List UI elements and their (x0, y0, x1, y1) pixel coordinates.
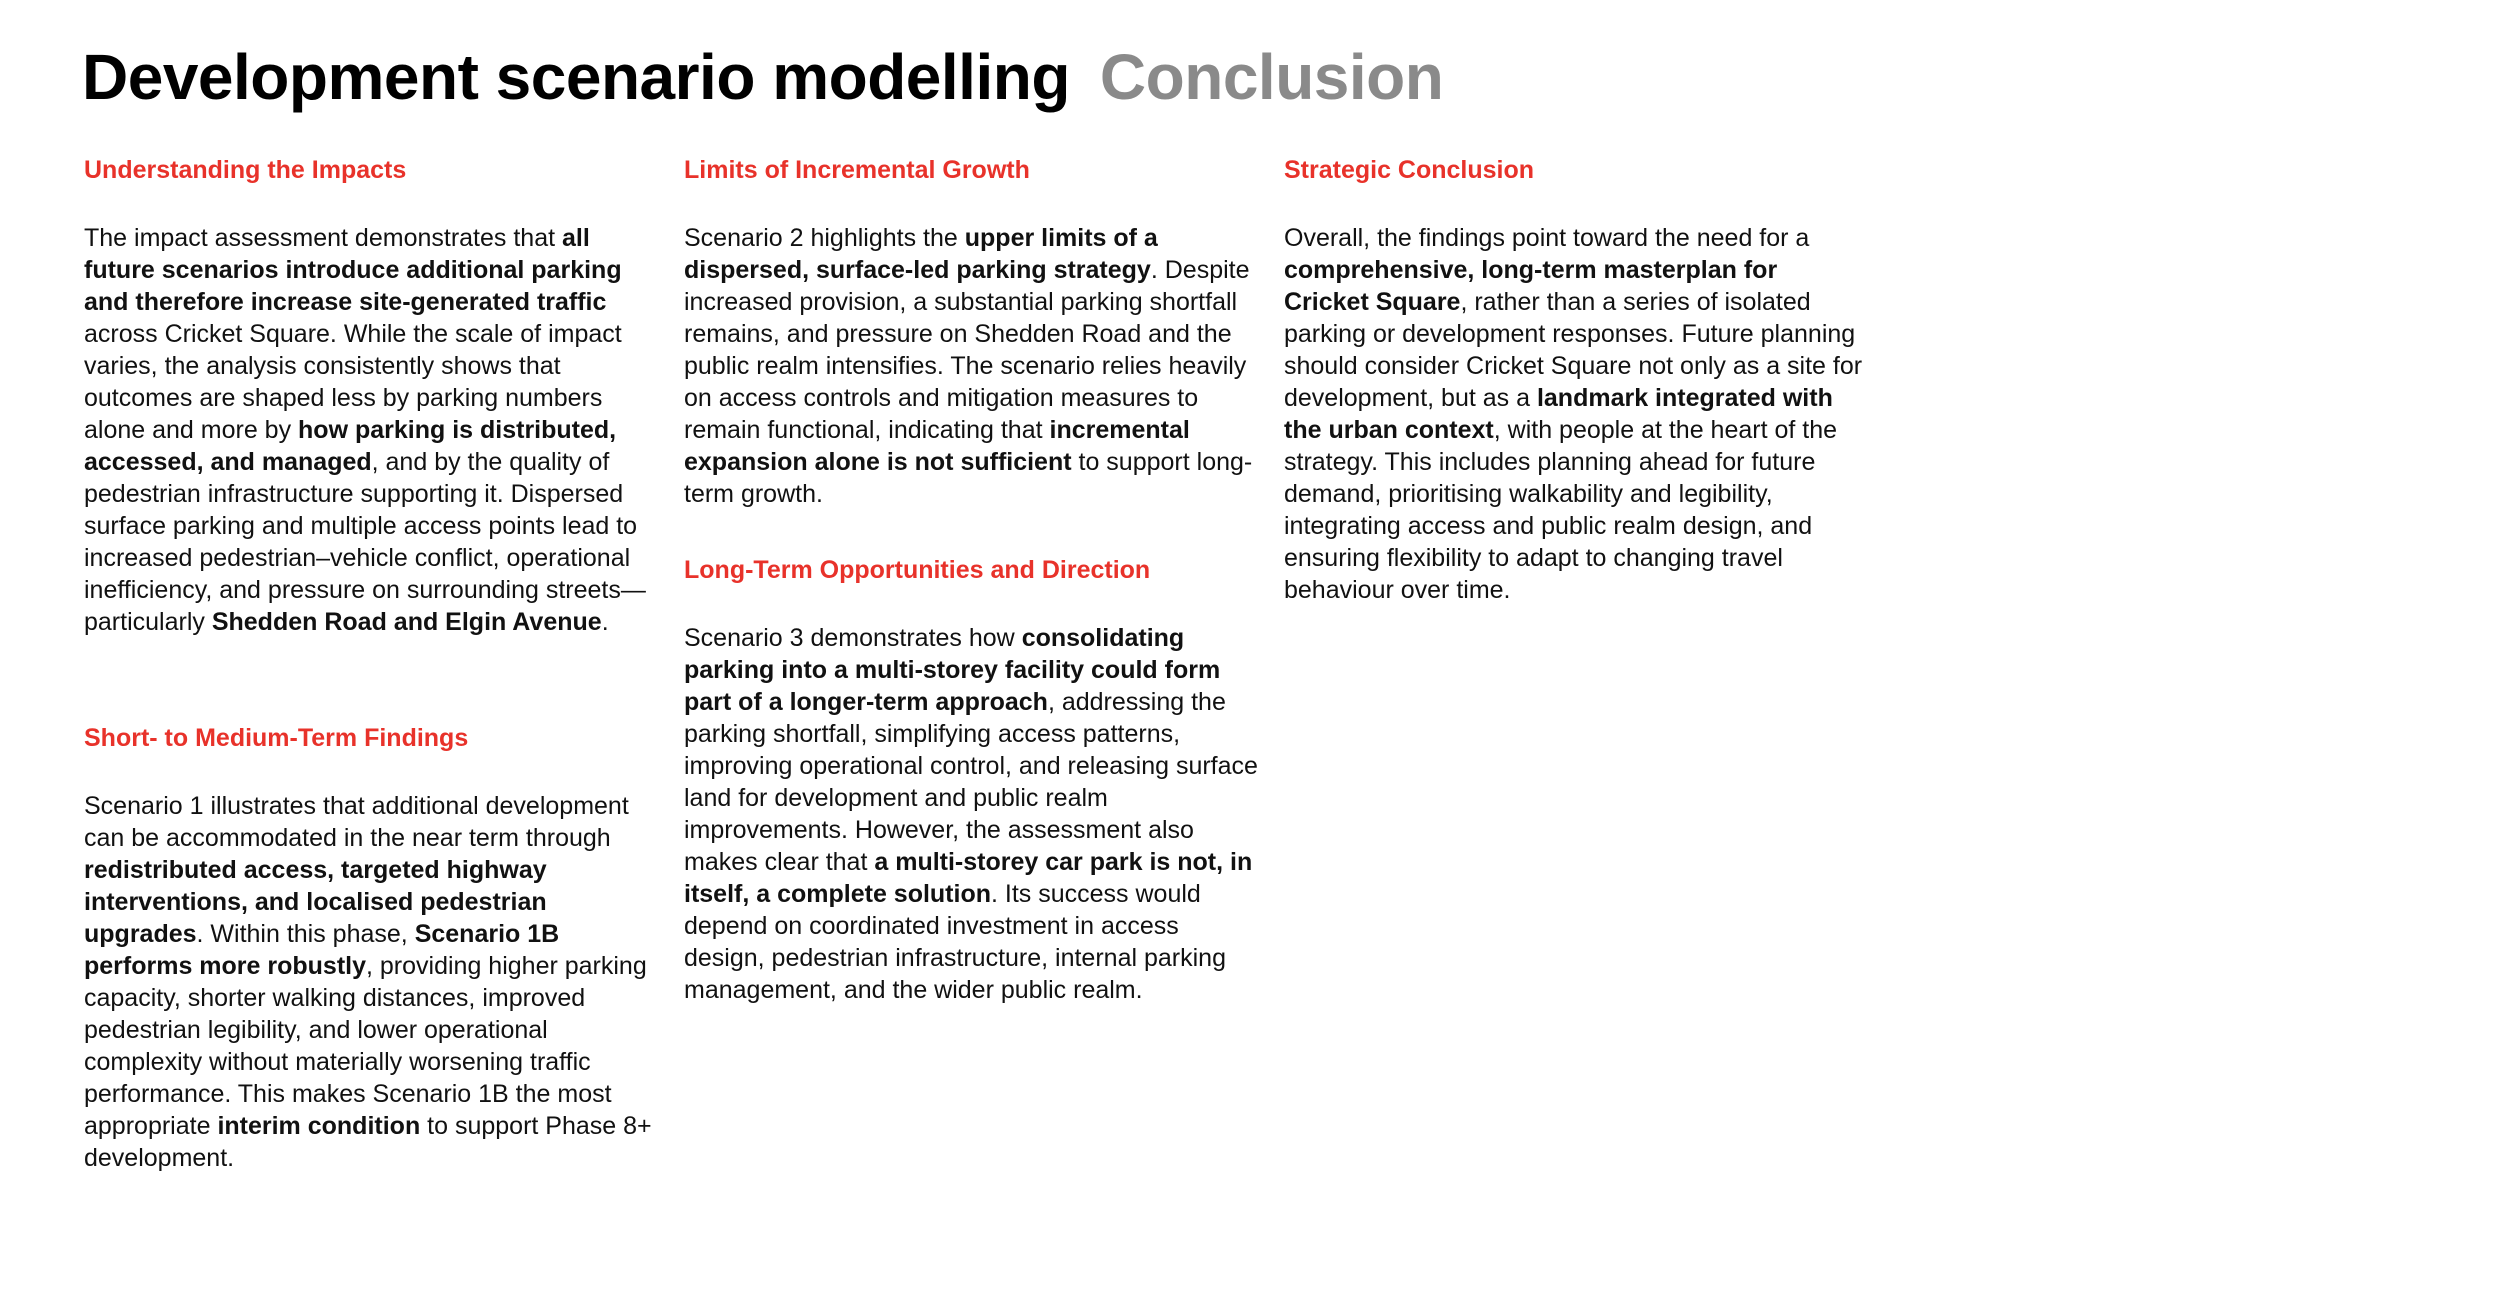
text-run-bold: upper limits of a dispersed, surface-led parking strategy (684, 224, 1158, 284)
text-run: , and by the quality of pedestrian infrastructure supporting it. Dispersed surface parking and multiple access points lead to increased pedestrian–vehicle conflict, operational inefficiency, and pressure on surrounding streets—particularly (84, 448, 646, 636)
section-body-long-term (684, 622, 1264, 1006)
section-heading-understanding: Understanding the Impacts (84, 156, 407, 184)
text-run: Scenario 1 illustrates that additional development can be accommodated in the near term through (84, 792, 629, 852)
text-run-bold: landmark integrated with the urban context (1284, 384, 1833, 444)
text-run: . Its success would depend on coordinated investment in access design, pedestrian infrastructure, internal parking management, and the wider public realm. (684, 880, 1226, 1004)
text-run: , rather than a series of isolated parking or development responses. Future planning should consider Cricket Square not only as a site for development, but as a (1284, 288, 1863, 412)
text-run: , addressing the parking shortfall, simplifying access patterns, improving operational control, and releasing surface land for development and public realm improvements. However, the assessment also makes clear that (684, 688, 1258, 876)
section-heading-long-term: Long-Term Opportunities and Direction (684, 556, 1151, 584)
section-body-limits (684, 222, 1264, 510)
text-run-bold: interim condition (217, 1112, 421, 1140)
text-run-bold: Scenario 1B performs more robustly (84, 920, 560, 980)
section-body-short-medium (84, 790, 664, 1174)
column-middle (684, 152, 1264, 1006)
text-run: to support Phase 8+ development. (84, 1112, 652, 1172)
page-subtitle: Conclusion (1099, 41, 1444, 113)
text-run-bold: a multi-storey car park is not, in itself, a complete solution (684, 848, 1253, 908)
page-title: Development scenario modelling (82, 41, 1070, 113)
text-run: . Within this phase, (196, 920, 415, 948)
text-run: Scenario 2 highlights the (684, 224, 965, 252)
column-right (1284, 152, 1864, 606)
text-run-bold: comprehensive, long-term masterplan for Cricket Square (1284, 256, 1778, 316)
text-run: across Cricket Square. While the scale of impact varies, the analysis consistently shows that outcomes are shaped less by parking numbers alone and more by (84, 320, 622, 444)
section-body-understanding (84, 222, 664, 638)
text-run: . (601, 608, 609, 636)
section-heading-limits: Limits of Incremental Growth (684, 156, 1030, 184)
text-run: to support long-term growth. (684, 448, 1253, 508)
page-header (82, 38, 1443, 134)
text-run: . Despite increased provision, a substantial parking shortfall remains, and pressure on Shedden Road and the public realm intensifies. The scenario relies heavily on access controls and mitigation measures to remain functional, indicating that (684, 256, 1250, 444)
text-run-bold: how parking is distributed, accessed, and managed (84, 416, 617, 476)
text-run: , providing higher parking capacity, shorter walking distances, improved pedestrian legibility, and lower operational complexity without materially worsening traffic performance. This makes Scenario 1B the most appropriate (84, 952, 647, 1140)
text-run: Scenario 3 demonstrates how (684, 624, 1022, 652)
spacer (684, 510, 1264, 552)
text-run-bold: Shedden Road and Elgin Avenue (211, 608, 602, 636)
text-run-bold: all future scenarios introduce additional parking and therefore increase site-generated traffic (84, 224, 622, 316)
text-run-bold: consolidating parking into a multi-storey facility could form part of a longer-term approach (684, 624, 1221, 716)
column-left (84, 152, 664, 1174)
text-run: , with people at the heart of the strategy. This includes planning ahead for future demand, prioritising walkability and legibility, integrating access and public realm design, and ensuring flexibility to adapt to changing travel behaviour over time. (1284, 416, 1838, 604)
spacer (84, 638, 664, 720)
section-heading-strategic: Strategic Conclusion (1284, 156, 1535, 184)
section-body-strategic (1284, 222, 1864, 606)
text-run: The impact assessment demonstrates that (84, 224, 562, 252)
text-run-bold: incremental expansion alone is not sufficient (684, 416, 1190, 476)
section-heading-short-medium: Short- to Medium-Term Findings (84, 724, 469, 752)
text-run: Overall, the findings point toward the need for a (1284, 224, 1810, 252)
text-run-bold: redistributed access, targeted highway interventions, and localised pedestrian upgrades (84, 856, 547, 948)
